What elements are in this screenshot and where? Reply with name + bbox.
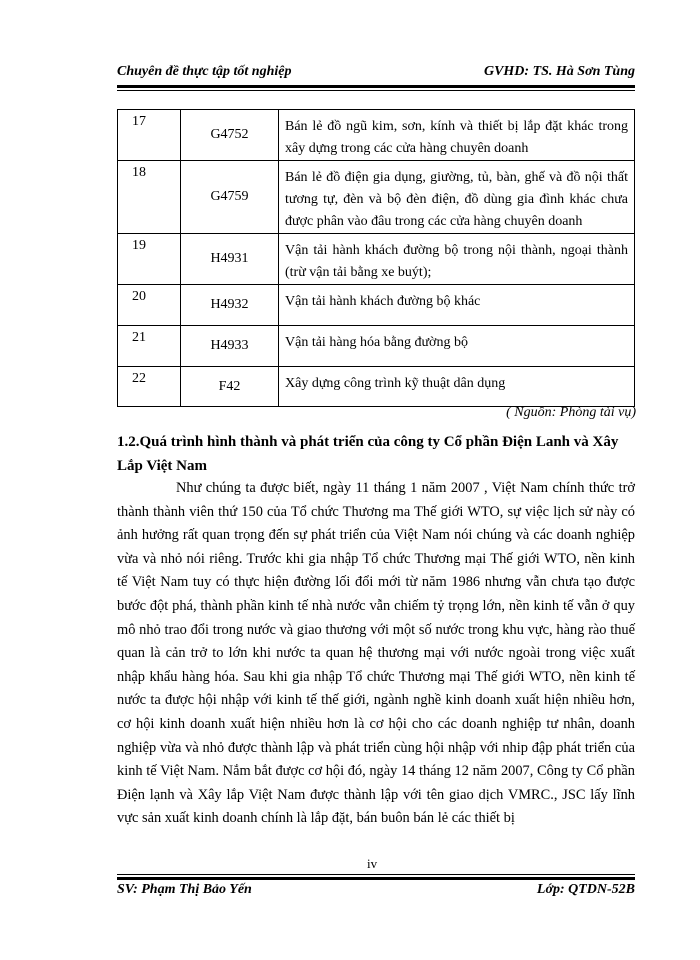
footer-rule-thin: [117, 874, 635, 875]
header-rule-thick: [117, 85, 635, 88]
page-number: iv: [367, 856, 378, 871]
header-document-title: Chuyên đề thực tập tốt nghiệp: [117, 64, 292, 79]
footer-student: SV: Phạm Thị Bảo Yến: [117, 882, 252, 897]
body-paragraph: Như chúng ta được biết, ngày 11 tháng 1 năm 2007 , Việt Nam chính thức trở thành thành viên thứ 150 của Tổ chức Thương ma Thế giới WTO, sự việc lịch sử này có ảnh hưởng rất quan trọng đến sự phát triển của Việt Nam nói chúng và các doanh nghiệp vừa và nhỏ nói riêng. Trước khi gia nhập Tổ chức Thương mại Thế giới WTO, nền kinh tế Việt Nam tuy có thực hiện đường lối đổi mới từ năm 1986 nhưng vẫn chưa tạo được bước đột phá, thành phần kinh tế nhà nước vẫn chiếm tỷ trọng lớn, nền kinh tế vẫn ở quy mô nhỏ trao đổi trong nước và giao thương với một số nước trong khu vực, hàng rào thuế quan là cản trở to lớn khi nước ta quan hệ thương mại với nước ngoài trong việc xuất nhập khẩu hàng hóa. Sau khi gia nhập Tổ chức Thương mại Thế giới WTO, nền kinh tế nước ta được hội nhập với kinh tế thế giới, ngành nghề kinh doanh xuất hiện nhiều hơn, cơ hội kinh doanh xuất hiện nhiều hơn là cơ hội cho các doanh nghiệp tư nhân, doanh nghiệp vừa và nhỏ được thành lập và phát triển cùng hội nhập với nhip đập phát triển của kinh tế Việt Nam. Nắm bắt được cơ hội đó, ngày 14 tháng 12 năm 2007, Công ty Cổ phần Điện lạnh và Xây lắp Việt Nam được thành lập với tên giao dịch VMRC., JSC lấy lĩnh vực sản xuất kinh doanh chính là lắp đặt, bán buôn bán lẻ các thiết bị: [117, 480, 635, 827]
table-row: [118, 234, 635, 285]
industry-code: H4932: [181, 285, 279, 326]
industry-description: Vận tải hàng hóa bằng đường bộ: [279, 326, 635, 367]
table-row: [118, 161, 635, 234]
industry-code: F42: [181, 367, 279, 407]
footer-class: Lớp: QTDN-52B: [536, 882, 635, 897]
row-number: 20: [118, 285, 181, 326]
industry-description: Vận tải hành khách đường bộ trong nội thành, ngoại thành (trừ vận tải bằng xe buýt);: [279, 234, 635, 285]
industry-code: H4931: [181, 234, 279, 285]
section-title: 1.2.Quá trình hình thành và phát triển của công ty Cổ phần Điện Lanh và Xây Lắp Việt Nam: [117, 434, 619, 474]
source-note: ( Nguồn: Phòng tài vụ): [506, 405, 636, 420]
row-number: 18: [118, 161, 181, 234]
industry-description: Bán lẻ đồ điện gia dụng, giường, tủ, bàn, ghế và đồ nội thất tương tự, đèn và bộ đèn điện, đồ dùng gia đình khác chưa được phân vào đâu trong các cửa hàng chuyên doanh: [279, 161, 635, 234]
page-footer: [117, 882, 635, 904]
row-number: 22: [118, 367, 181, 407]
industry-description: Xây dựng công trình kỹ thuật dân dụng: [279, 367, 635, 407]
table-row: [118, 326, 635, 367]
table-row: [118, 285, 635, 326]
industry-description: Vận tải hành khách đường bộ khác: [279, 285, 635, 326]
row-number: 17: [118, 110, 181, 161]
table-row: [118, 110, 635, 161]
industry-code: G4752: [181, 110, 279, 161]
row-number: 19: [118, 234, 181, 285]
row-number: 21: [118, 326, 181, 367]
header-supervisor: GVHD: TS. Hà Sơn Tùng: [483, 64, 635, 79]
table-row: [118, 367, 635, 407]
industry-code: G4759: [181, 161, 279, 234]
industry-description: Bán lẻ đồ ngũ kim, sơn, kính và thiết bị lắp đặt khác trong xây dựng trong các cửa hàng chuyên doanh: [279, 110, 635, 161]
industry-code: H4933: [181, 326, 279, 367]
footer-rule-thick: [117, 877, 635, 880]
header-rule-thin: [117, 90, 635, 91]
business-code-table: [117, 109, 635, 407]
page-header: [117, 62, 635, 84]
